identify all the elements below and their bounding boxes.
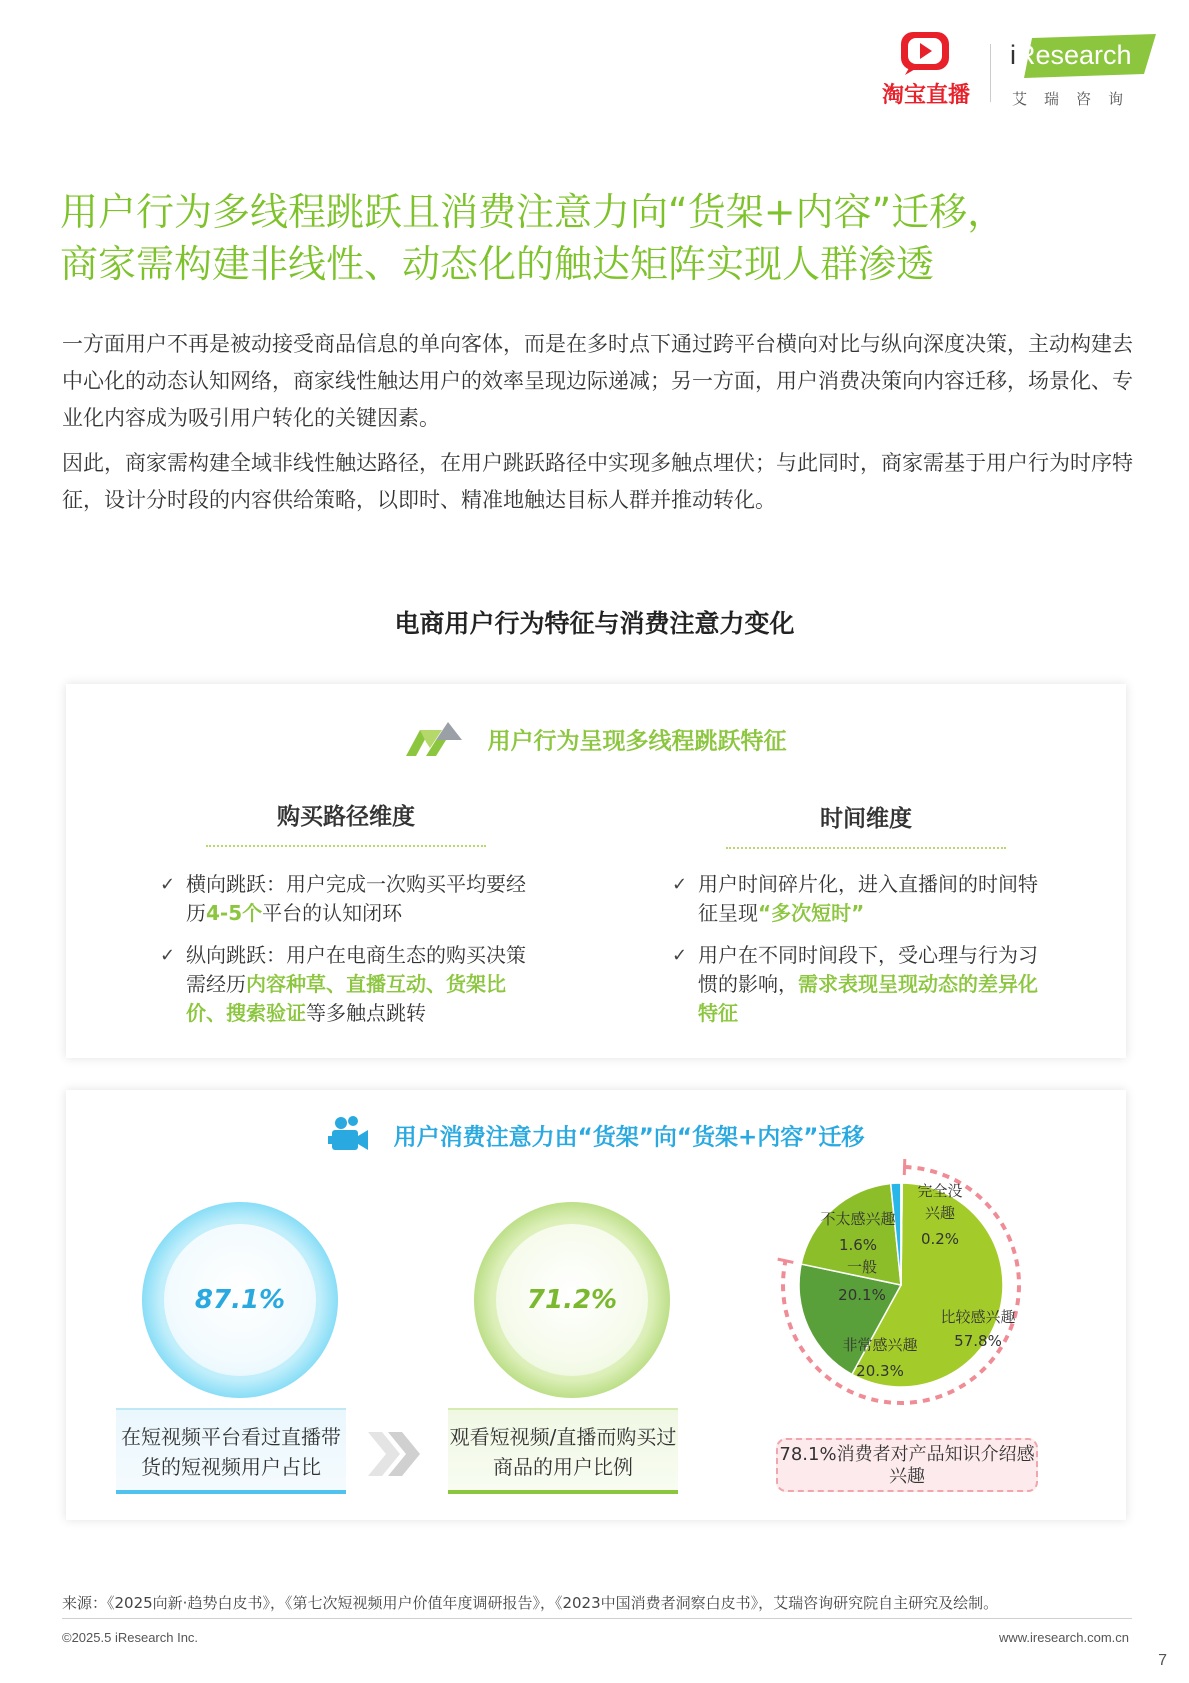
purchase-ring-caption: 观看短视频/直播而购买过商品的用户比例 (448, 1408, 678, 1494)
attention-card-heading (66, 1116, 1126, 1154)
page-title-line2: 商家需构建非线性、动态化的触达矩阵实现人群渗透 (60, 242, 935, 286)
source-note: 来源：《2025向新·趋势白皮书》，《第七次短视频用户价值年度调研报告》，《2023中国消费者洞察白皮书》，艾瑞咨询研究院自主研究及绘制。 (62, 1594, 999, 1612)
short-video-ring-value: 87.1% (194, 1285, 286, 1315)
check-icon: ✓ (672, 874, 688, 895)
purchase-path-list (160, 870, 540, 1041)
page-title (60, 186, 1140, 290)
copyright: ©2025.5 iResearch Inc. (62, 1630, 199, 1645)
pie-slice-value: 20.1% (838, 1286, 886, 1304)
behavior-heading-text: 用户行为呈现多线程跳跃特征 (487, 728, 787, 755)
play-icon (899, 30, 951, 76)
highlight-text: 需求表现呈现动态的差异化特征 (698, 972, 1038, 1025)
pie-slice-value: 57.8% (954, 1332, 1002, 1350)
attention-card (66, 1090, 1126, 1520)
attention-heading-text: 用户消费注意力由“货架”向“货架+内容”迁移 (393, 1124, 865, 1151)
iresearch-wordmark: iResearch (1010, 40, 1132, 70)
behavior-card (66, 684, 1126, 1058)
interest-pie-chart (806, 1170, 1106, 1470)
list-item: ✓ 用户在不同时间段下，受心理与行为习惯的影响，需求表现呈现动态的差异化特征 (672, 943, 1038, 1025)
pie-slice-label: 一般 (846, 1258, 878, 1276)
intro-text (62, 326, 1142, 519)
intro-paragraph-1: 一方面用户不再是被动接受商品信息的单向客体，而是在多时点下通过跨平台横向对比与纵向深度决策，主动构建去中心化的动态认知网络，商家线性触达用户的效率呈现边际递减；另一方面，用户消费决策向内容迁移，场景化、专业化内容成为吸引用户转化的关键因素。 (62, 332, 1133, 430)
check-icon: ✓ (672, 945, 688, 966)
check-icon: ✓ (160, 945, 176, 966)
taobao-live-text: 淘宝直播 (881, 83, 970, 108)
list-item: ✓ 横向跳跃：用户完成一次购买平均要经历4-5个平台的认知闭环 (160, 872, 526, 925)
page-title-line1: 用户行为多线程跳跃且消费注意力向“货架+内容”迁移， (60, 190, 1006, 234)
purchase-ring (474, 1202, 670, 1398)
iresearch-logo (1006, 34, 1156, 110)
list-item: ✓ 纵向跳跃：用户在电商生态的购买决策需经历内容种草、直播互动、货架比价、搜索验证等多触点跳转 (160, 943, 526, 1025)
pie-note: 78.1%消费者对产品知识介绍感兴趣 (776, 1438, 1038, 1492)
pie-slice-value: 20.3% (856, 1362, 904, 1380)
pie-slice-value: 0.2% (920, 1230, 960, 1248)
logo-divider (990, 44, 991, 102)
short-video-ring-caption: 在短视频平台看过直播带货的短视频用户占比 (116, 1408, 346, 1494)
double-chevron-icon (366, 1428, 422, 1480)
zigzag-icon (406, 722, 462, 756)
short-video-ring (142, 1202, 338, 1398)
pie-slice-label: 完全没兴趣 (917, 1182, 963, 1222)
time-dimension-title: 时间维度 (726, 800, 1006, 849)
list-item: ✓ 用户时间碎片化，进入直播间的时间特征呈现“多次短时” (672, 872, 1038, 925)
pie-slice-value: 1.6% (838, 1236, 878, 1254)
check-icon: ✓ (160, 874, 176, 895)
intro-paragraph-2: 因此，商家需构建全域非线性触达路径，在用户跳跃路径中实现多触点埋伏；与此同时，商家需基于用户行为时序特征，设计分时段的内容供给策略，以即时、精准地触达目标人群并推动转化。 (62, 451, 1133, 512)
highlight-arc-tick (778, 1259, 794, 1262)
time-dimension-list (672, 870, 1052, 1041)
iresearch-cn-name: 艾瑞咨询 (1012, 90, 1141, 108)
behavior-card-heading (66, 722, 1126, 756)
highlight-text: 内容种草、直播互动、货架比价、搜索验证 (186, 972, 506, 1025)
website: www.iresearch.com.cn (998, 1630, 1129, 1645)
pie-slice-label: 不太感兴趣 (820, 1210, 896, 1228)
pie-slice-label: 非常感兴趣 (842, 1336, 918, 1354)
pie-slice-label: 比较感兴趣 (940, 1308, 1016, 1326)
page-number: 7 (1158, 1652, 1167, 1669)
purchase-path-title: 购买路径维度 (206, 798, 486, 847)
highlight-text: “多次短时” (758, 901, 865, 925)
purchase-ring-value: 71.2% (526, 1285, 618, 1315)
footer-divider (62, 1618, 1132, 1619)
taobao-live-logo (878, 30, 974, 110)
highlight-text: 4-5个 (206, 901, 263, 925)
video-camera-icon (328, 1116, 368, 1154)
section-title: 电商用户行为特征与消费注意力变化 (394, 609, 795, 638)
